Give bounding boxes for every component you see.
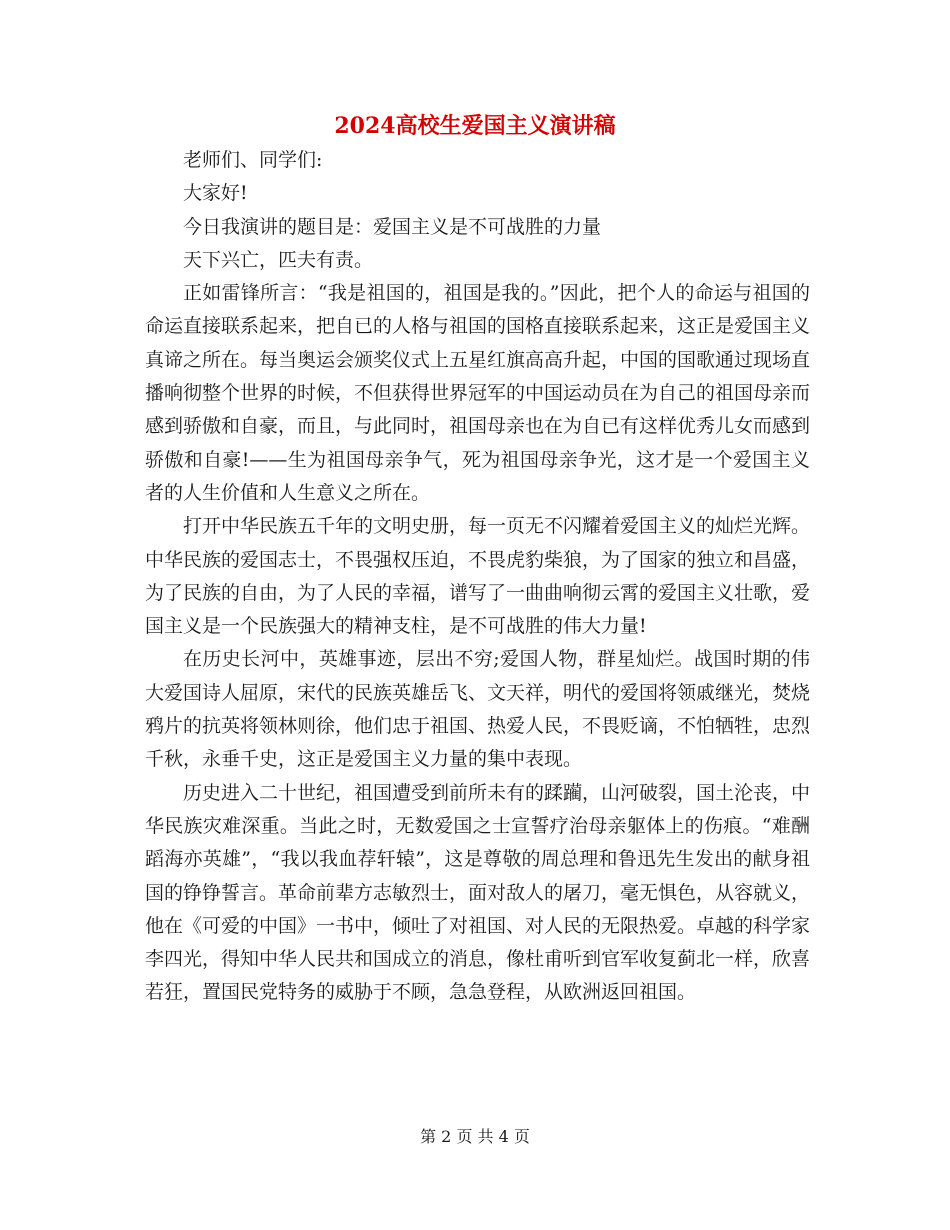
paragraph-history: 打开中华民族五千年的文明史册，每一页无不闪耀着爱国主义的灿烂光辉。中华民族的爱国志士，不畏强权压迫，不畏虎豹柴狼，为了国家的独立和昌盛，为了民族的自由，为了人民的幸福，谱写了一曲曲响彻云霄的爱国主义壮歌，爱国主义是一个民族强大的精神支柱，是不可战胜的伟大力量! [145,515,811,638]
paragraph-greeting: 老师们、同学们: [183,149,323,171]
document-body [145,144,810,1010]
paragraph-twentieth-century: 历史进入二十世纪，祖国遭受到前所未有的蹂躏，山河破裂，国土沦丧，中华民族灾难深重。当此之时，无数爱国之士宣誓疗治母亲躯体上的伤痕。“难酬蹈海亦英雄”，“我以我血荐轩辕”，这是尊敬的周总理和鲁迅先生发出的献身祖国的铮铮誓言。革命前辈方志敏烈士，面对敌人的屠刀，毫无惧色，从容就义，他在《可爱的中国》一书中，倾吐了对祖国、对人民的无限热爱。卓越的科学家李四光，得知中华人民共和国成立的消息，像杜甫听到官军收复蓟北一样，欣喜若狂，置国民党特务的威胁于不顾，急急登程，从欧洲返回祖国。 [145,781,811,1004]
paragraph-hello: 大家好! [183,182,248,205]
paragraph-heroes: 在历史长河中，英雄事迹，层出不穷;爱国人物，群星灿烂。战国时期的伟大爱国诗人屈原，宋代的民族英雄岳飞、文天祥，明代的爱国将领戚继光，焚烧鸦片的抗英将领林则徐，他们忠于祖国、热爱人民，不畏贬谪，不怕牺牲，忠烈千秋，永垂千史，这正是爱国主义力量的集中表现。 [145,648,811,771]
page-footer: 第 2 页 共 4 页 [420,1127,530,1146]
paragraph-topic: 今日我演讲的题目是：爱国主义是不可战胜的力量 [183,215,602,238]
paragraph-proverb: 天下兴亡，匹夫有责。 [183,248,374,271]
paragraph-leifeng: 正如雷锋所言：“我是祖国的，祖国是我的。”因此，把个人的命运与祖国的命运直接联系起来，把自已的人格与祖国的国格直接联系起来，这正是爱国主义真谛之所在。每当奥运会颁奖仪式上五星红旗高高升起，中国的国歌通过现场直播响彻整个世界的时候，不但获得世界冠军的中国运动员在为自己的祖国母亲而感到骄傲和自豪，而且，与此同时，祖国母亲也在为自已有这样优秀儿女而感到骄傲和自豪!——生为祖国母亲争气，死为祖国母亲争光，这才是一个爱国主义者的人生价值和人生意义之所在。 [145,282,811,504]
document-title: 2024高校生爱国主义演讲稿 [334,113,616,139]
